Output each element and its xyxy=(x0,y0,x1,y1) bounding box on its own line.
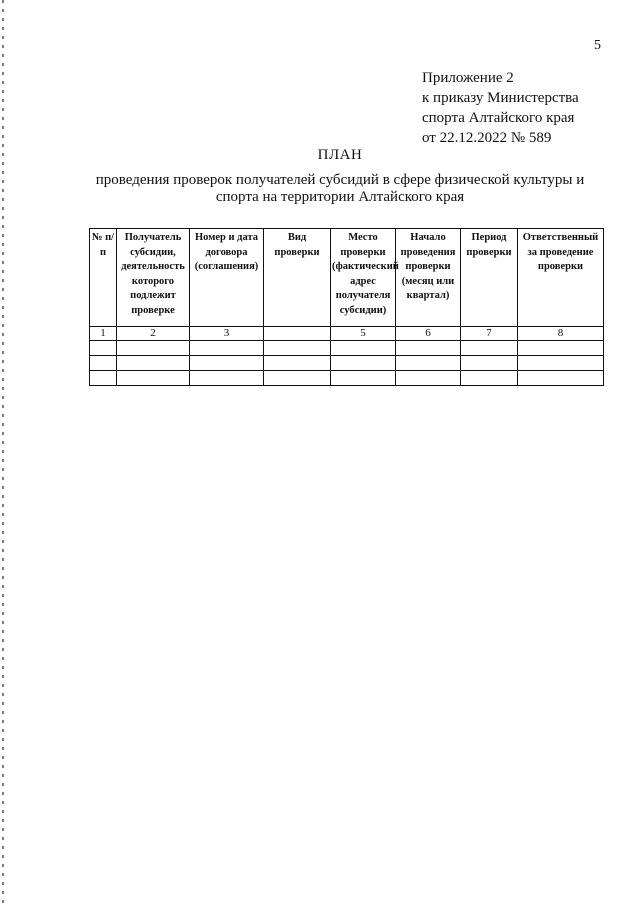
table-cell xyxy=(117,341,190,356)
column-number: 2 xyxy=(117,327,190,341)
header-cell-recipient: Получатель субсидии, деятельность которого подлежит проверке xyxy=(117,229,190,327)
header-cell-responsible: Ответственный за проведение проверки xyxy=(518,229,604,327)
table-cell xyxy=(90,371,117,386)
table-cell xyxy=(117,356,190,371)
table-cell xyxy=(461,341,518,356)
column-number: 3 xyxy=(190,327,264,341)
table-cell xyxy=(264,341,331,356)
table-row xyxy=(90,356,604,371)
table-cell xyxy=(190,371,264,386)
table-cell xyxy=(396,356,461,371)
table-cell xyxy=(331,356,396,371)
header-cell-number: № п/п xyxy=(90,229,117,327)
table-cell xyxy=(331,341,396,356)
inspection-plan-table xyxy=(89,228,604,386)
column-number-row xyxy=(90,327,604,341)
header-cell-location: Место проверки (фактический адрес получателя субсидии) xyxy=(331,229,396,327)
table-cell xyxy=(190,356,264,371)
header-cell-start: Начало проведения проверки (месяц или квартал) xyxy=(396,229,461,327)
table-cell xyxy=(461,356,518,371)
column-number: 8 xyxy=(518,327,604,341)
appendix-block xyxy=(422,68,579,148)
table-row xyxy=(90,341,604,356)
table-cell xyxy=(190,341,264,356)
header-cell-inspection-type: Вид проверки xyxy=(264,229,331,327)
column-number: 5 xyxy=(331,327,396,341)
table-row xyxy=(90,371,604,386)
document-subtitle: проведения проверок получателей субсидий в сфере физической культуры и спорта на территории Алтайского края xyxy=(95,172,585,205)
table-cell xyxy=(461,371,518,386)
header-cell-contract: Номер и дата договора (соглашения) xyxy=(190,229,264,327)
table-cell xyxy=(264,356,331,371)
column-number: 6 xyxy=(396,327,461,341)
appendix-line: спорта Алтайского края xyxy=(422,110,575,126)
appendix-line: к приказу Министерства xyxy=(422,90,579,106)
scan-edge-marks xyxy=(2,0,4,905)
table-cell xyxy=(396,341,461,356)
table-cell xyxy=(518,356,604,371)
table-header-row xyxy=(90,229,604,327)
document-title: ПЛАН xyxy=(317,147,363,163)
table-cell xyxy=(331,371,396,386)
table-cell xyxy=(518,341,604,356)
table-cell xyxy=(117,371,190,386)
page-number: 5 xyxy=(594,38,601,53)
table-cell xyxy=(90,341,117,356)
table-cell xyxy=(396,371,461,386)
column-number: 7 xyxy=(461,327,518,341)
appendix-line: Приложение 2 xyxy=(422,70,514,86)
header-cell-period: Период проверки xyxy=(461,229,518,327)
table-cell xyxy=(264,371,331,386)
table-cell xyxy=(90,356,117,371)
appendix-line: от 22.12.2022 № 589 xyxy=(422,130,552,146)
column-number xyxy=(264,327,331,341)
table-cell xyxy=(518,371,604,386)
column-number: 1 xyxy=(90,327,117,341)
